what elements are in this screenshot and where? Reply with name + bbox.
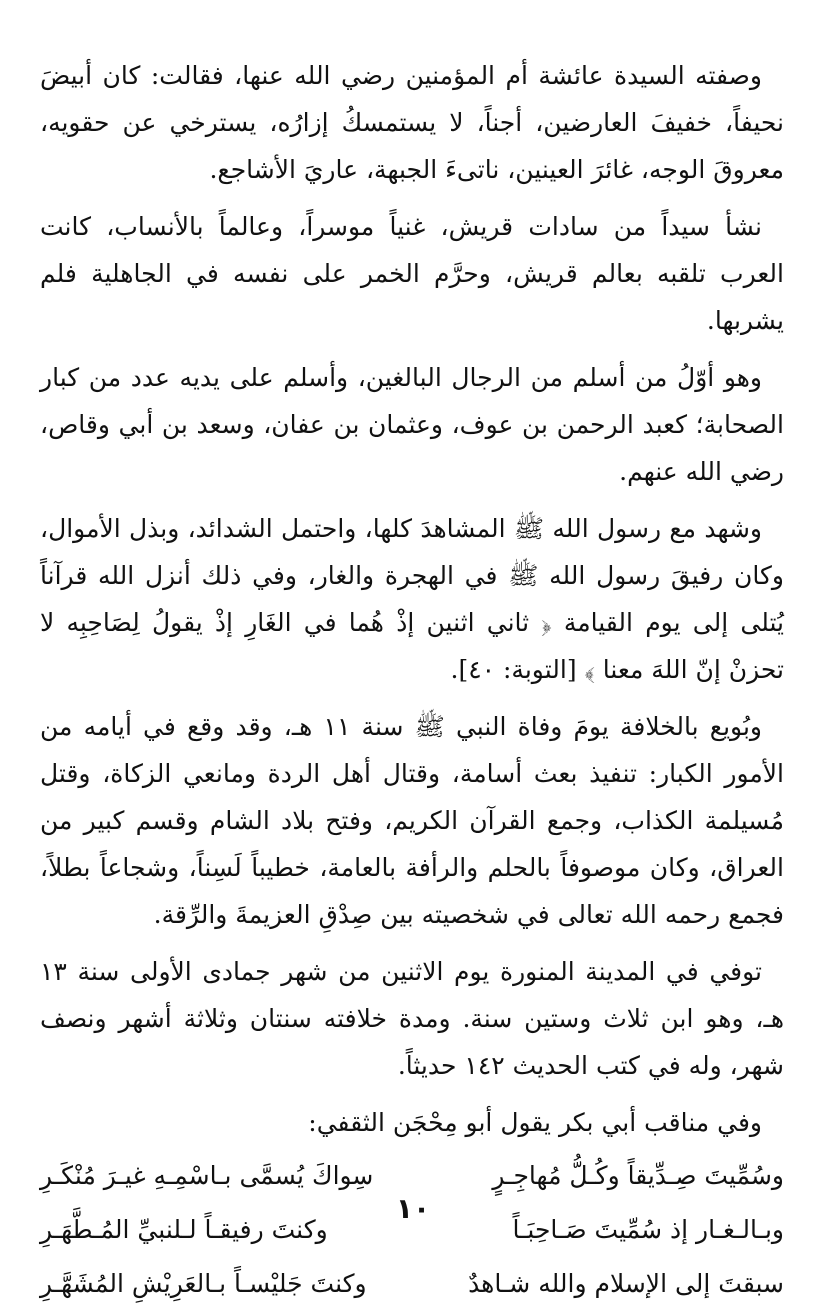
page-number: ١٠: [395, 1192, 431, 1225]
verse-second-hemistich: سِواكَ يُسمَّى بـاسْمِـهِ غيـرَ مُنْكَـرِ: [40, 1161, 374, 1190]
paragraph-islam: وهو أوّلُ من أسلم من الرجال البالغين، وأسلم على يديه عدد من كبار الصحابة؛ كعبد الرحمن بن عوف، وعثمان بن عفان، وسعد بن أبي وقاص، رضي الله عنهم.: [40, 363, 784, 486]
paragraph-death: توفي في المدينة المنورة يوم الاثنين من شهر جمادى الأولى سنة ١٣ هـ، وهو ابن ثلاث وستين سنة. ومدة خلافته سنتان وثلاثة أشهر ونصف شهر، وله في كتب الحديث ١٤٢ حديثاً.: [40, 957, 784, 1080]
verse-first-hemistich: وسُمِّيتَ صِـدِّيقاً وكُـلُّ مُهاجِـرٍ: [492, 1161, 784, 1190]
paragraph-upbringing: نشأ سيداً من سادات قريش، غنياً موسراً، وعالماً بالأنساب، كانت العرب تلقبه بعالم قريش، وحرَّم الخمر على نفسه في الجاهلية فلم يشربها.: [40, 212, 784, 335]
paragraph-description: وصفته السيدة عائشة أم المؤمنين رضي الله عنها، فقالت: كان أبيضَ نحيفاً، خفيفَ العارضين، أجناً، لا يستمسكُ إزارُه، يسترخي عن حقويه، معروقَ الوجه، غائرَ العينين، ناتىءَ الجبهة، عاريَ الأشاجع.: [40, 61, 784, 184]
poem-intro: وفي مناقب أبي بكر يقول أبو مِحْجَن الثقفي:: [308, 1108, 762, 1137]
poem: [40, 1152, 784, 1308]
verse-first-hemistich: وبـالـغـار إذ سُمِّيتَ صَـاحِبَـاً: [512, 1215, 784, 1244]
page-body: [40, 52, 784, 1314]
verse-second-hemistich: وكنتَ جَليْسـاً بـالعَرِيْشِ المُشَهَّـرِ: [40, 1269, 367, 1298]
verse-second-hemistich: وكنتَ رفيقـاً لـلنبيِّ المُـطَّهَـرِ: [40, 1215, 328, 1244]
paragraph-caliphate: وبُويع بالخلافة يومَ وفاة النبي ﷺ سنة ١١ هـ، وقد وقع في أيامه من الأمور الكبار: تنفيذ بعث أسامة، وقتال أهل الردة ومانعي الزكاة، وقتل مُسيلمة الكذاب، وجمع القرآن الكريم، وفتح بلاد الشام وقسم كبير من العراق، وكان موصوفاً بالحلم والرأفة بالعامة، خطيباً لَسِناً، وشجاعاً بطلاً، فجمع رحمه الله تعالى في شخصيته بين صِدْقِ العزيمةَ والرِّقة.: [40, 712, 784, 929]
poem-verse: [40, 1260, 784, 1308]
verse-first-hemistich: سبقتَ إلى الإسلام والله شـاهدٌ: [468, 1269, 784, 1298]
paragraph-companionship: وشهد مع رسول الله ﷺ المشاهدَ كلها، واحتمل الشدائد، وبذل الأموال، وكان رفيقَ رسول الله ﷺ في الهجرة والغار، وفي ذلك أنزل الله قرآناً يُتلى إلى يوم القيامة ﴿ ثاني اثنين إذْ هُما في الغَارِ إذْ يقولُ لِصَاحِبِه لا تحزنْ إنّ اللهَ معنا ﴾ [التوبة: ٤٠].: [40, 514, 784, 684]
